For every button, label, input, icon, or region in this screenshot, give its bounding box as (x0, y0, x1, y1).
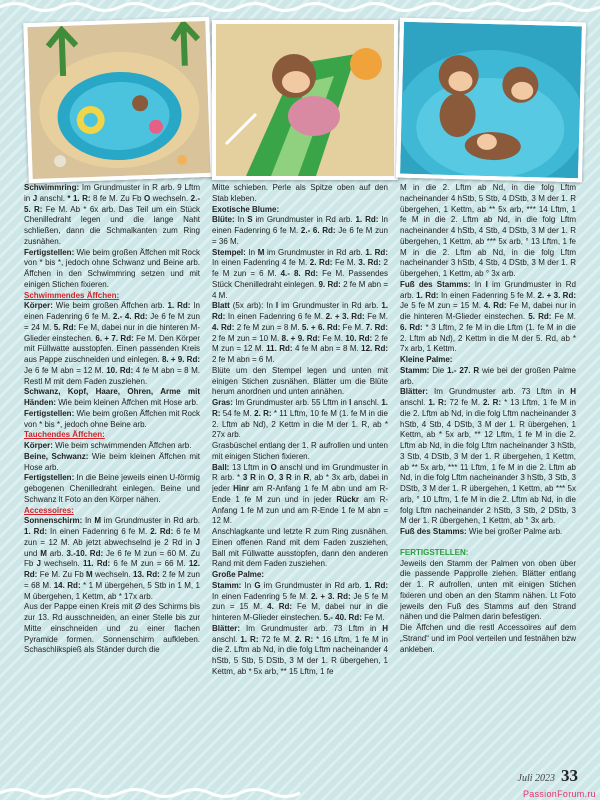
instruction-text: 6 fe M zun = 12 M. Ab jetzt abwechselnd je 2 Rd in (24, 527, 200, 547)
instruction-text: Je 5 fe M zun = 15 M. (400, 301, 484, 311)
bold-term: 3.-10. Rd: (66, 548, 104, 558)
instruction-text: 13 Lftm in (229, 462, 271, 472)
bold-term: Schwimmring: (24, 183, 80, 192)
bold-term: 7. Rd: (365, 322, 388, 332)
instruction-text: Die Äffchen und die restl Accessoires auf dem „Strand“ und im Pool verteilen und festnähen bzw ankleben. (400, 623, 576, 654)
bold-term: Exotische Blume: (212, 204, 280, 214)
instruction-columns (24, 183, 576, 763)
instruction-text: In einen Fadenring 5 fe M. (212, 591, 311, 601)
bold-term: O (143, 193, 151, 203)
bold-term: G (254, 580, 261, 590)
instruction-text: Fe M, dabei nur in die hinteren M-Glieder einstechen. (24, 322, 200, 343)
site-watermark: PassionForum.ru (522, 789, 596, 799)
bold-term: R (303, 473, 310, 483)
bold-term: 14. Rd: (53, 580, 81, 590)
instruction-text: * 16 Lftm, 1 fe M in die 2. Lftm ab Nd, in die folg Lftm nacheinander 4 hStb, 5 Stb, 5 DStb, 3 M der 1. R übergehen, 1 Kettm, ab * 5x arb, ** 15 Lftm, 1 fe (212, 634, 388, 676)
bold-term: 1. Rd: (355, 215, 379, 225)
instruction-paragraph (400, 527, 576, 538)
instruction-text: M in die 2. Lftm ab Nd, in die folg Lftm nacheinander 4 hStb, 5 Stb, 4 DStb, 3 M der 1. R übergehen, 1 Kettm, ab ** 5x arb, *** 14 Lftm, 1 fe M in die 2. Lftm ab Nd, in die folg Lftm nacheinander 4 hStb, 4 Stb, 4 DStb, 3 M der 1. R übergehen, 1 Kettm, ab *** 5x arb, ° 13 Lftm, 1 fe M in die 2. Lftm ab Nd, in die folg Lftm nacheinander 3 hStb, 4 Stb, 4 DStb, 3 M der 1. R übergehen, 1 Kettm, ab ° 3x arb. (400, 183, 576, 278)
instruction-text: am R-Anfang 1 fe M abn und am R-Ende 1 fe M zun und in jeder (212, 484, 388, 504)
instruction-text: wechseln. (150, 193, 191, 203)
bold-term: Körper: (24, 441, 53, 450)
photo-strip (0, 14, 600, 179)
bold-term: H (382, 623, 388, 633)
instruction-paragraph (24, 291, 200, 302)
bold-term: 1. R: (212, 398, 388, 418)
bold-term: H (570, 387, 576, 397)
bold-term: 2.- 4. Rd: (112, 312, 148, 321)
bold-term: Kleine Palme: (400, 355, 453, 364)
bold-term: 2.- 6. Rd: (300, 226, 336, 235)
bold-term: Ball: (212, 462, 230, 472)
instruction-text: wie bei der großen Palme arb. (400, 365, 576, 386)
instruction-text: * 3 Lftm, 2 fe M in die Lftm (1. fe M in die 2. Lftm ab Nd), 2 Kettm in die M der 5. Rd, ab * 7x arb, 1 Kettm. (400, 322, 576, 354)
instruction-text: und (24, 548, 41, 558)
instruction-paragraph (212, 581, 388, 624)
instruction-text: , ab * 3x arb, dabei in jeder (212, 473, 388, 493)
bold-term: Blätter: (212, 623, 241, 633)
instruction-paragraph (212, 215, 388, 247)
bold-term: M (40, 548, 47, 558)
instruction-paragraph (24, 183, 200, 248)
bold-term: 10. Rd: (106, 365, 134, 375)
bold-term: M (86, 570, 93, 579)
page-footer (518, 766, 579, 786)
instruction-text: im Grundmuster in Rd arb. (252, 215, 356, 225)
instruction-text: In einen Fadenring 6 fe M. (212, 215, 388, 235)
instruction-text: In einen Fadenring 6 fe M. (225, 312, 326, 321)
instruction-text: In einen Fadenring 4 fe M. (212, 258, 310, 268)
instruction-text: in (255, 473, 268, 483)
bold-term: Große Palme: (212, 570, 265, 579)
instruction-text: 72 fe M. (258, 634, 295, 644)
bold-term: Blatt (212, 301, 230, 311)
bold-term: Stamm: (212, 580, 242, 590)
instruction-text: anschl. (351, 398, 382, 407)
instruction-text: Jeweils den Stamm der Palmen von oben über die passende Papprolle ziehen. Blätter entlang der 1. R aufrollen, unten mit einigen Stichen fixieren und oben an den Stamm nähen. Lt Foto jeweils den Fuß des Stamms auf den Strand nähen und die Palmen darin befestigen. (400, 558, 576, 622)
bold-term: 4. Rd: (267, 602, 293, 612)
bold-term: 4.- 8. Rd: (280, 269, 319, 278)
instruction-paragraph (212, 624, 388, 678)
bold-term: 1. Rd: (212, 301, 388, 321)
bold-term: 1. R: (240, 634, 259, 644)
instruction-text: Je 6 fe M abn = 12 M. (24, 365, 107, 375)
bold-term: Fertigstellen: (24, 247, 75, 257)
bold-term: 6. Rd: (400, 322, 423, 332)
bold-term: 1. Rd: (365, 247, 388, 257)
instruction-text: Aus der Pappe einen Kreis mit Ø des Schirms bis zur 13. Rd ausschneiden, an einer Stelle bis zur Mitte einschneiden und zu einer flachen Pyramide formen. Sonnenschirm aufkleben. Schaschlikspieß als Ständer durch die (24, 602, 200, 655)
instruction-text: 54 fe M. (220, 408, 255, 418)
bold-term: 2. + 3. Rd: (325, 312, 365, 321)
bold-term: Stempel: (212, 247, 246, 257)
instruction-text: In (470, 279, 486, 289)
bold-term: 1. Rd: (416, 290, 439, 300)
text-column-1 (24, 183, 200, 763)
bold-term: 2.- 5. R: (24, 193, 200, 214)
bold-term: 5. Rd: (53, 322, 77, 332)
bold-term: 1. Rd: (24, 527, 47, 536)
bold-term: J (36, 559, 41, 569)
instruction-text: (5x arb): In (229, 301, 276, 311)
instruction-text: im Grundmuster in Rd arb. (400, 279, 576, 300)
bold-term: J (195, 537, 200, 547)
instruction-text: Im Grundmuster arb. 55 Lftm in (232, 398, 350, 407)
bold-term: Beine, Schwanz: (24, 451, 89, 461)
bold-term: Schwanz, Kopf, Haare, Ohren, Arme mit Händen: (24, 387, 200, 407)
instruction-text: Die (429, 365, 448, 375)
section-heading: Schwimmendes Äffchen: (24, 290, 120, 300)
instruction-paragraph (400, 623, 576, 655)
photo-monkeys-in-pool (396, 18, 586, 183)
instruction-paragraph (212, 441, 388, 463)
instruction-text: 2 fe M zun = 8 M. (234, 322, 302, 332)
issue-date: Juli 2023 (517, 773, 555, 784)
instruction-text: Im Grundmuster arb. 73 Lftm in (428, 387, 571, 397)
instruction-text: 2 fe M zun = 10 M. (212, 333, 282, 343)
instruction-text: Fe M, dabei nur in die hinteren M-Glieder einstechen. (212, 602, 388, 622)
bold-term: Fuß des Stamms: (400, 279, 471, 289)
bold-term: 2. R: (294, 634, 314, 644)
instruction-text: * 1 M übergehen, 5 Stb in 1 M, 1 M übergehen, 1 Kettm, ab * 17x arb. (24, 580, 200, 601)
instruction-text: Anschlagkante und letzte R zum Ring zusnähen. Einen offenen Rand mit dem Faden zusziehen, Ball mit Füllwatte ausstopfen, dann den anderen Rand mit dem Faden zusziehen. (212, 527, 388, 569)
bold-term: 5.- 40. Rd: (323, 613, 362, 622)
instruction-paragraph (212, 398, 388, 441)
instruction-text: Fe M. (320, 333, 346, 343)
instruction-text: 2 fe M zun = 6 M. (212, 258, 388, 278)
instruction-text: Fe M. (361, 613, 385, 622)
instruction-text: Je 6 fe M zun = 24 M. (24, 312, 200, 332)
instruction-text: Wie beim großen Äffchen arb. (52, 301, 168, 311)
instruction-text: im Grundmuster in Rd arb. (278, 301, 382, 311)
instruction-text: In einen Fadenring 5 fe M. (438, 290, 538, 300)
bold-term: 4. Rd: (483, 301, 507, 311)
bold-term: 11. Rd: (266, 344, 293, 354)
instruction-paragraph (400, 366, 576, 388)
bold-term: 4. Rd: (212, 322, 235, 332)
bold-term: I (275, 301, 279, 311)
instruction-paragraph (24, 248, 200, 291)
bold-term: O (270, 462, 277, 472)
instruction-text: im Grundmuster in Rd arb. (260, 580, 365, 590)
bold-term: Fuß des Stamms: (400, 527, 467, 536)
instruction-paragraph (212, 248, 388, 302)
instruction-text: 2 fe M abn = 4 M. (212, 279, 388, 300)
instruction-text: in (291, 473, 304, 483)
instruction-paragraph (24, 301, 200, 387)
instruction-paragraph (400, 559, 576, 624)
instruction-paragraph (212, 301, 388, 366)
bold-term: 3 R (242, 473, 256, 483)
instruction-text: Im Grundmuster arb. 73 Lftm in (240, 623, 383, 633)
instruction-text: * 13 Lftm, 1 fe M in die 2. Lftm ab Nd, in die folg Lftm nacheinander 3 hStb, 4 Stb, 4 DStb, 3 M der 1. R übergehen, 1 Kettm, ab * 5x arb, ** 12 Lftm, 1 fe M in die 2. Lftm ab Nd, in die folg Lftm nacheinander 3 hStb, 3 Stb, 4 DStb, 3 M der 1. R übergehen, 1 Kettm, ab ** 5x arb, *** 11 Lftm, 1 fe M in die 2. Lftm ab Nd, in die folg Lftm nacheinander 3 hStb, 3 Stb, 3 DStb, 3 M der 1. R übergehen, 1 Kettm, ab *** 5x arb, ° 10 Lftm, 1 fe M in die 2. Lftm ab Nd, in die folg Lftm nacheinander 2 hStb, 3 Stb, 2 DStb, 3 M der 1. R übergehen, 1 Kettm, ab ° 3x arb. (400, 398, 576, 526)
bold-term: Hinr (233, 484, 250, 493)
instruction-text: Je 6 fe M zun = 36 M. (212, 226, 388, 246)
instruction-text: Wie beim großen Äffchen mit Rock von * bis *, jedoch ohne Beine arb. (24, 408, 200, 429)
bold-term: 2. + 3. Rd: (310, 591, 351, 601)
photo-monkey-on-towel (212, 20, 398, 180)
bold-term: 1. R: (428, 398, 447, 407)
instruction-paragraph (212, 205, 388, 216)
instruction-text: In einen Fadenring 6 fe M. (47, 527, 151, 536)
bold-term: 12. Rd: (361, 344, 388, 354)
bottom-wave-border (0, 786, 600, 800)
top-wave-border (0, 0, 600, 14)
bold-term: 10. Rd: (345, 333, 373, 343)
bold-term: 11. Rd: (82, 559, 111, 569)
bold-term: 8. + 9. Rd: (281, 333, 321, 343)
bold-term: 3. Rd: (358, 258, 381, 268)
bold-term: I (349, 398, 352, 407)
instruction-paragraph (212, 183, 388, 205)
bold-term: * 1. R: (67, 193, 91, 203)
instruction-text: In (245, 247, 258, 257)
instruction-paragraph (24, 452, 200, 474)
bold-term: Blüte: (212, 215, 235, 225)
section-heading: FERTIGSTELLEN: (400, 547, 469, 557)
bold-term: 5. + 6. Rd: (301, 322, 341, 332)
instruction-text: Wie bei großer Palme arb. (466, 527, 563, 536)
instruction-text: 2 fe M zun = 12 M. (212, 333, 388, 354)
instruction-text: Wie beim schwimmenden Äffchen arb. (52, 441, 192, 450)
text-column-3 (400, 183, 576, 763)
instruction-text: 8 fe M. Zu Fb (90, 193, 144, 203)
instruction-text: im Grundmuster in Rd arb. (101, 516, 200, 526)
instruction-text: Wie beim kleinen Äffchen mit Hose arb. (56, 398, 199, 407)
instruction-text: 4 fe M abn = 8 M. (292, 344, 362, 354)
bold-term: 2. R: (482, 398, 502, 407)
instruction-text: im Grundmuster in Rd arb. (264, 247, 366, 257)
instruction-text: Fe M. Den Körper mit Füllwatte ausstopfen. Einen passenden Kreis aus Pappe zuschneiden und einlegen. (24, 333, 200, 364)
instruction-text: * 11 Lftm, 10 fe M (1. fe M in die 2. Lftm ab Nd), 2 Kettm in die M der 1. R, ab * 27x arb. (212, 408, 388, 440)
instruction-text: Wie beim großen Äffchen mit Rock von * bis *, jedoch ohne Schwanz und Beine arb. Äffchen in den Schwimmring setzen und mit einigen Stichen fixieren. (24, 247, 200, 289)
instruction-paragraph (24, 430, 200, 441)
instruction-text: Fe M. (332, 258, 359, 268)
instruction-text: 6 fe M zun = 66 M. (110, 559, 189, 569)
bold-term: 2. R: (254, 408, 272, 418)
bold-term: Sonnenschirm: (24, 516, 83, 526)
instruction-text: Wie beim kleinen Äffchen mit Hose arb. (24, 451, 200, 472)
instruction-text: anschl. (37, 193, 68, 203)
instruction-paragraph (24, 506, 200, 517)
instruction-paragraph (24, 441, 200, 452)
instruction-text: anschl und im Grundmuster in R arb. * (212, 462, 388, 483)
instruction-text: In die Beine jeweils einen U-förmig gebogenen Chenilledraht einlegen. Beine und Schwanz lt Foto an den Körper nähen. (24, 473, 200, 504)
instruction-text: Fe M. (364, 312, 388, 321)
bold-term: O (267, 473, 274, 483)
bold-term: Rückr (336, 494, 360, 504)
bold-term: 2. Rd: (309, 258, 333, 268)
instruction-text: In (234, 215, 248, 225)
instruction-text: Fe M. Passendes Stück Chenilledraht einlegen. (212, 269, 388, 289)
page-number: 33 (561, 766, 578, 785)
instruction-text: Fe M. (340, 322, 366, 332)
bold-term: 1.- 27. R (447, 365, 480, 375)
bold-term: 2. + 3. Rd: (537, 290, 576, 300)
bold-term: M (257, 247, 265, 257)
instruction-text: 72 fe M. (446, 398, 483, 407)
instruction-text: am R-Anfang 1 fe M zun und am R-Ende 1 fe M abn = 12 M. (212, 494, 388, 526)
bold-term: Blätter: (400, 387, 429, 397)
instruction-text: In (82, 516, 95, 526)
bold-term: Stamm: (400, 365, 430, 375)
bold-term: M (94, 516, 102, 526)
bold-term: Fertigstellen: (24, 473, 75, 483)
section-heading: Tauchendes Äffchen: (24, 430, 105, 440)
bold-term: 13. Rd: (133, 570, 160, 579)
instruction-text: Fe M, dabei nur in die hinteren M-Glieder einstechen. (400, 301, 576, 321)
bold-term: I (485, 279, 488, 289)
bold-term: Fertigstellen: (24, 408, 75, 418)
instruction-text: wechseln. (40, 559, 83, 569)
instruction-text: Im Grundmuster in R arb. 9 Lftm in (24, 183, 200, 203)
instruction-text: Fe M. (551, 312, 576, 321)
bold-term: Gras: (212, 398, 233, 407)
bold-term: J (32, 193, 38, 203)
instruction-text: Fe M. Ab * 6x arb. Das Teil um ein Stück Chenilledraht legen und die lange Naht schließen, dann die Schmalkanten zum Ring zusnähen. (24, 204, 200, 246)
instruction-text: wechseln. (92, 570, 134, 579)
instruction-text: 4 fe M abn = 8 M. Restl M mit dem Faden zusziehen. (24, 365, 200, 386)
instruction-text: 2 fe M zun = 68 M. (24, 570, 200, 590)
bold-term: 1. Rd: (167, 301, 191, 311)
bold-term: 1. Rd: (364, 580, 388, 590)
bold-term: 5. Rd: (528, 312, 552, 321)
instruction-text: Je 5 fe M zun = 15 M. (212, 591, 388, 612)
instruction-text: , (273, 473, 279, 483)
instruction-text: Je 6 fe M zun = 60 M. Zu Fb (24, 548, 200, 569)
instruction-paragraph (212, 527, 388, 570)
bold-term: 6. + 7. Rd: (95, 333, 134, 343)
instruction-paragraph (24, 473, 200, 505)
instruction-text: anschl. (212, 634, 241, 644)
instruction-paragraph (212, 463, 388, 528)
instruction-paragraph (24, 409, 200, 431)
section-heading: Accessoires: (24, 505, 74, 515)
instruction-text: Fe M. Zu Fb (37, 570, 87, 579)
instruction-paragraph (400, 183, 576, 280)
instruction-text: In (241, 580, 255, 590)
instruction-paragraph (24, 387, 200, 409)
instruction-paragraph (400, 548, 576, 559)
instruction-text: Grasbüschel entlang der 1. R aufrollen und unten mit einigen Stichen fixieren. (212, 441, 388, 461)
photo-pool-overview (23, 17, 214, 183)
bold-term: 3 R (278, 473, 292, 483)
instruction-paragraph (400, 280, 576, 355)
instruction-text: In einen Fadenring 6 fe M. (24, 301, 200, 321)
instruction-paragraph (400, 355, 576, 366)
bold-term: 8. + 9. Rd: (161, 355, 200, 364)
instruction-paragraph (212, 570, 388, 581)
instruction-text: anschl. (400, 398, 429, 407)
bold-term: S (247, 215, 253, 225)
text-column-2 (212, 183, 388, 763)
bold-term: 2. Rd: (150, 527, 174, 536)
instruction-paragraph (24, 516, 200, 602)
bold-term: Körper: (24, 301, 53, 311)
instruction-text: Mitte schieben. Perle als Spitze oben auf den Stab kleben. (212, 183, 388, 203)
instruction-text: Blüte um den Stempel legen und unten mit einigen Stichen zusnähen. Blätter um die Blüte herum anordnen und unten annähen. (212, 365, 388, 397)
bold-term: 12. Rd: (24, 559, 200, 579)
instruction-paragraph (400, 387, 576, 527)
bold-term: 9. Rd: (318, 279, 341, 289)
instruction-paragraph (24, 602, 200, 656)
instruction-text: arb. (46, 548, 67, 558)
instruction-paragraph (400, 538, 576, 548)
instruction-text: 2 fe M abn = 6 M. (212, 355, 275, 364)
instruction-paragraph (212, 366, 388, 398)
